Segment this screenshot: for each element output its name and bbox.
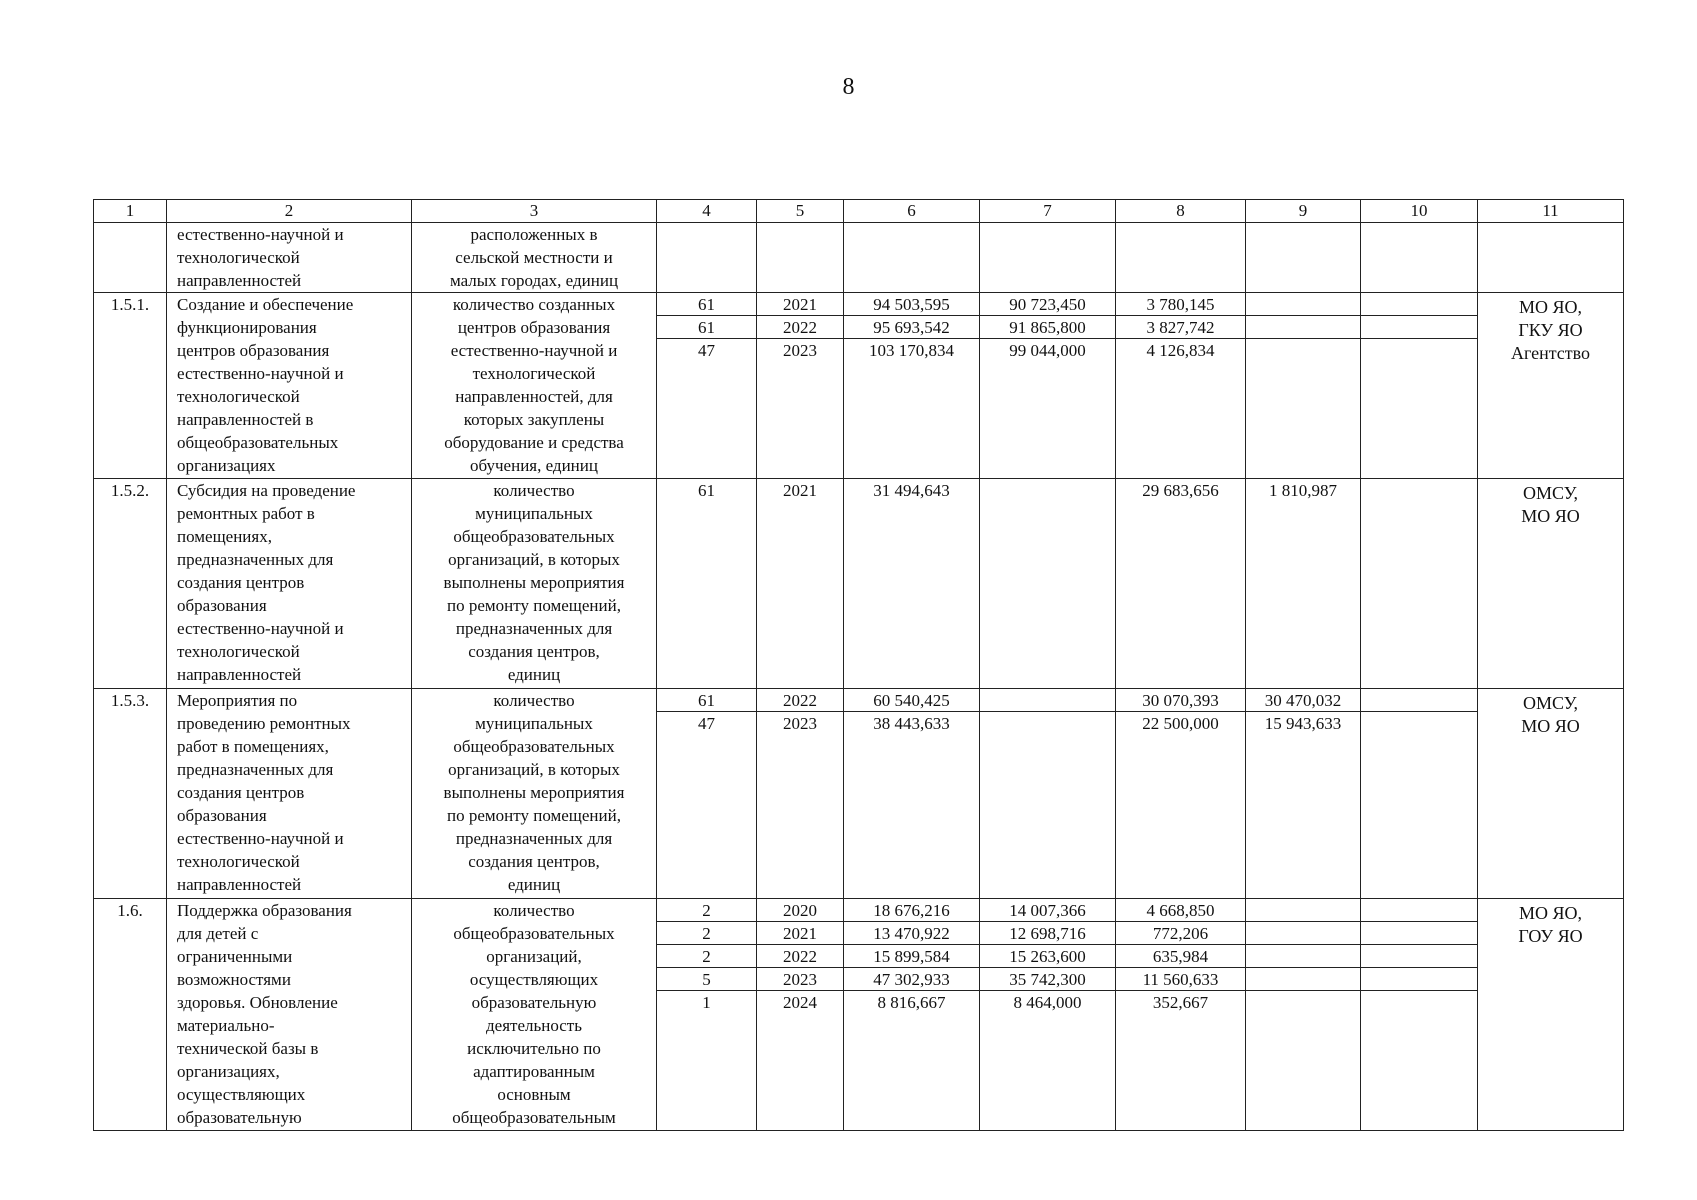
header-cell: 10 xyxy=(1361,200,1478,223)
value-reg: 29 683,656 xyxy=(1142,481,1219,500)
value-value: 47 xyxy=(698,714,715,733)
row-id: 1.6. xyxy=(117,901,143,920)
header-cell: 2 xyxy=(167,200,412,223)
col-10-cell xyxy=(1361,293,1478,479)
table-row xyxy=(94,223,1624,293)
activity-name-line: организациях xyxy=(177,456,276,475)
value-year: 2024 xyxy=(783,993,817,1012)
value-oth xyxy=(1361,922,1477,945)
value-total: 60 540,425 xyxy=(844,689,979,712)
value-reg: 3 827,742 xyxy=(1116,316,1245,339)
col-8-cell xyxy=(1116,293,1246,479)
value-value: 1 xyxy=(702,993,711,1012)
indicator-line: муниципальных xyxy=(475,504,593,523)
page-number: 8 xyxy=(842,74,855,100)
activity-name-line: центров образования xyxy=(177,341,330,360)
activity-name-line: Мероприятия по xyxy=(177,691,298,710)
indicator-line: малых городах, единиц xyxy=(449,271,619,290)
value-oth xyxy=(1361,479,1477,502)
indicator-line: направленностей, для xyxy=(455,387,613,406)
value-loc xyxy=(1246,922,1360,945)
indicator-line: по ремонту помещений, xyxy=(447,596,621,615)
responsible-cell xyxy=(1478,479,1624,689)
indicator-line: центров образования xyxy=(457,318,611,337)
activity-name-line: технической базы в xyxy=(177,1039,319,1058)
col-9-cell xyxy=(1246,293,1361,479)
col-9-cell xyxy=(1246,689,1361,899)
value-total: 95 693,542 xyxy=(844,316,979,339)
indicator-line: выполнены мероприятия xyxy=(443,783,625,802)
activity-name-line: материально- xyxy=(177,1016,275,1035)
activity-name-line: предназначенных для xyxy=(177,760,334,779)
value-fed: 12 698,716 xyxy=(980,922,1115,945)
activity-name-line: направленностей xyxy=(177,271,302,290)
col-10-cell xyxy=(1361,223,1478,293)
indicator-line: общеобразовательных xyxy=(453,924,615,943)
activity-name-line: технологической xyxy=(177,387,300,406)
row-id-cell xyxy=(94,689,167,899)
activity-name-line: образования xyxy=(177,806,267,825)
value-fed: 14 007,366 xyxy=(980,899,1115,922)
program-table-container xyxy=(93,199,1623,1131)
indicator-line: основным xyxy=(497,1085,571,1104)
activity-name-line: организациях, xyxy=(177,1062,280,1081)
activity-name-line: Создание и обеспечение xyxy=(177,295,354,314)
responsible-cell xyxy=(1478,899,1624,1131)
indicator-line: организаций, xyxy=(486,947,582,966)
activity-name-line: создания центров xyxy=(177,783,305,802)
indicator-line: организаций, в которых xyxy=(448,550,620,569)
value-total: 15 899,584 xyxy=(844,945,979,968)
indicator-line: технологической xyxy=(472,364,596,383)
indicator-line: образовательную xyxy=(471,993,597,1012)
header-cell: 5 xyxy=(757,200,844,223)
indicator-cell xyxy=(412,223,657,293)
activity-name-line: Субсидия на проведение xyxy=(177,481,356,500)
row-id: 1.5.2. xyxy=(110,481,150,500)
indicator-line: количество созданных xyxy=(452,295,616,314)
indicator-line: предназначенных для xyxy=(455,619,613,638)
value-loc: 1 810,987 xyxy=(1269,481,1337,500)
indicator-line: расположенных в xyxy=(470,225,598,244)
col-7-cell xyxy=(980,689,1116,899)
indicator-cell xyxy=(412,689,657,899)
value-reg: 3 780,145 xyxy=(1116,293,1245,316)
row-id: 1.5.3. xyxy=(110,691,150,710)
value-reg: 4 668,850 xyxy=(1116,899,1245,922)
header-cell: 9 xyxy=(1246,200,1361,223)
value-year: 2023 xyxy=(783,341,817,360)
activity-name-line: образования xyxy=(177,596,267,615)
activity-name-cell xyxy=(167,223,412,293)
col-8-cell xyxy=(1116,689,1246,899)
activity-name-line: технологической xyxy=(177,248,300,267)
activity-name-line: здоровья. Обновление xyxy=(177,993,338,1012)
header-row xyxy=(94,200,1624,223)
value-year: 2022 xyxy=(757,689,843,712)
value-reg: 772,206 xyxy=(1116,922,1245,945)
value-total: 47 302,933 xyxy=(844,968,979,991)
value-year: 2020 xyxy=(757,899,843,922)
indicator-line: общеобразовательных xyxy=(453,527,615,546)
table-row xyxy=(94,479,1624,689)
value-reg: 22 500,000 xyxy=(1142,714,1219,733)
value-year: 2022 xyxy=(757,945,843,968)
activity-name-line: проведению ремонтных xyxy=(177,714,351,733)
col-7-cell xyxy=(980,223,1116,293)
value-loc xyxy=(1246,316,1360,339)
col-6-cell xyxy=(844,899,980,1131)
activity-name-line: ограниченными xyxy=(177,947,293,966)
indicator-line: исключительно по xyxy=(467,1039,601,1058)
indicator-line: которых закуплены xyxy=(463,410,605,429)
indicator-line: общеобразовательных xyxy=(453,737,615,756)
value-total: 13 470,922 xyxy=(844,922,979,945)
activity-name-line: направленностей xyxy=(177,665,302,684)
value-year: 2021 xyxy=(783,481,817,500)
col-4-cell xyxy=(657,293,757,479)
value-value: 47 xyxy=(698,341,715,360)
header-cell: 6 xyxy=(844,200,980,223)
value-value: 2 xyxy=(657,899,756,922)
responsible-line: ГОУ ЯО xyxy=(1518,926,1583,946)
header-cell: 1 xyxy=(94,200,167,223)
value-value: 61 xyxy=(657,316,756,339)
value-loc xyxy=(1246,968,1360,991)
col-10-cell xyxy=(1361,479,1478,689)
activity-name-cell xyxy=(167,479,412,689)
value-fed xyxy=(980,712,1115,735)
col-10-cell xyxy=(1361,899,1478,1131)
col-5-cell xyxy=(757,689,844,899)
value-value: 2 xyxy=(657,945,756,968)
col-9-cell xyxy=(1246,479,1361,689)
header-cell: 7 xyxy=(980,200,1116,223)
activity-name-line: создания центров xyxy=(177,573,305,592)
activity-name-line: помещениях, xyxy=(177,527,272,546)
value-value: 61 xyxy=(698,481,715,500)
value-oth xyxy=(1361,991,1477,1014)
value-total: 8 816,667 xyxy=(877,993,946,1012)
value-fed xyxy=(980,479,1115,502)
indicator-line: организаций, в которых xyxy=(448,760,620,779)
col-5-cell xyxy=(757,223,844,293)
responsible-line: МО ЯО xyxy=(1521,716,1580,736)
value-fed: 91 865,800 xyxy=(980,316,1115,339)
responsible-line: ОМСУ, xyxy=(1522,483,1579,503)
indicator-line: естественно-научной и xyxy=(450,341,618,360)
col-4-cell xyxy=(657,479,757,689)
indicator-line: количество xyxy=(493,691,575,710)
value-total: 18 676,216 xyxy=(844,899,979,922)
value-year: 2023 xyxy=(783,714,817,733)
col-5-cell xyxy=(757,899,844,1131)
col-6-cell xyxy=(844,689,980,899)
row-id-cell xyxy=(94,293,167,479)
value-fed xyxy=(980,689,1115,712)
col-8-cell xyxy=(1116,223,1246,293)
activity-name-cell xyxy=(167,293,412,479)
col-6-cell xyxy=(844,223,980,293)
activity-name-line: естественно-научной и xyxy=(177,619,344,638)
indicator-line: деятельность xyxy=(486,1016,582,1035)
value-year: 2022 xyxy=(757,316,843,339)
responsible-line: МО ЯО xyxy=(1521,506,1580,526)
responsible-line: ГКУ ЯО xyxy=(1518,320,1583,340)
col-5-cell xyxy=(757,479,844,689)
responsible-cell xyxy=(1478,689,1624,899)
value-value: 2 xyxy=(657,922,756,945)
value-oth xyxy=(1361,316,1477,339)
value-fed: 90 723,450 xyxy=(980,293,1115,316)
value-loc xyxy=(1246,293,1360,316)
activity-name-line: возможностями xyxy=(177,970,291,989)
table-row xyxy=(94,899,1624,1131)
responsible-line: МО ЯО, xyxy=(1518,903,1582,923)
col-6-cell xyxy=(844,293,980,479)
activity-name-line: направленностей xyxy=(177,875,302,894)
activity-name-line: работ в помещениях, xyxy=(177,737,329,756)
value-reg: 4 126,834 xyxy=(1146,341,1215,360)
value-total: 38 443,633 xyxy=(873,714,950,733)
value-value: 61 xyxy=(657,689,756,712)
activity-name-line: осуществляющих xyxy=(177,1085,306,1104)
indicator-line: осуществляющих xyxy=(469,970,599,989)
value-loc xyxy=(1246,339,1360,362)
indicator-line: оборудование и средства xyxy=(444,433,624,452)
indicator-line: единиц xyxy=(507,875,561,894)
value-oth xyxy=(1361,293,1477,316)
indicator-line: обучения, единиц xyxy=(470,456,598,475)
activity-name-line: технологической xyxy=(177,642,300,661)
value-reg: 635,984 xyxy=(1116,945,1245,968)
value-year: 2021 xyxy=(757,293,843,316)
value-reg: 30 070,393 xyxy=(1116,689,1245,712)
table-row xyxy=(94,689,1624,899)
col-7-cell xyxy=(980,899,1116,1131)
col-4-cell xyxy=(657,223,757,293)
activity-name-cell xyxy=(167,899,412,1131)
indicator-line: единиц xyxy=(507,665,561,684)
value-loc xyxy=(1246,991,1360,1014)
value-fed: 8 464,000 xyxy=(1013,993,1082,1012)
responsible-line: Агентство xyxy=(1510,343,1591,363)
activity-name-line: образовательную xyxy=(177,1108,302,1127)
indicator-cell xyxy=(412,899,657,1131)
value-oth xyxy=(1361,689,1477,712)
indicator-line: создания центров, xyxy=(468,642,600,661)
col-7-cell xyxy=(980,479,1116,689)
value-loc: 15 943,633 xyxy=(1264,714,1342,733)
indicator-line: создания центров, xyxy=(468,852,600,871)
indicator-line: муниципальных xyxy=(475,714,593,733)
value-loc xyxy=(1246,945,1360,968)
indicator-line: предназначенных для xyxy=(455,829,613,848)
activity-name-line: ремонтных работ в xyxy=(177,504,315,523)
activity-name-cell xyxy=(167,689,412,899)
col-9-cell xyxy=(1246,899,1361,1131)
value-loc xyxy=(1246,899,1360,922)
activity-name-line: для детей с xyxy=(177,924,259,943)
header-cell: 3 xyxy=(412,200,657,223)
value-value: 61 xyxy=(657,293,756,316)
indicator-line: общеобразовательным xyxy=(452,1108,616,1127)
indicator-line: количество xyxy=(493,481,575,500)
col-6-cell xyxy=(844,479,980,689)
value-year: 2021 xyxy=(757,922,843,945)
row-id-cell xyxy=(94,223,167,293)
row-id-cell xyxy=(94,899,167,1131)
col-4-cell xyxy=(657,689,757,899)
activity-name-line: технологической xyxy=(177,852,300,871)
col-4-cell xyxy=(657,899,757,1131)
activity-name-line: общеобразовательных xyxy=(177,433,339,452)
responsible-cell xyxy=(1478,223,1624,293)
value-reg: 11 560,633 xyxy=(1116,968,1245,991)
activity-name-line: направленностей в xyxy=(177,410,314,429)
responsible-line: МО ЯО, xyxy=(1518,297,1582,317)
value-value: 5 xyxy=(657,968,756,991)
value-total: 103 170,834 xyxy=(869,341,954,360)
header-cell: 4 xyxy=(657,200,757,223)
value-reg: 352,667 xyxy=(1152,993,1209,1012)
col-8-cell xyxy=(1116,899,1246,1131)
activity-name-line: естественно-научной и xyxy=(177,829,344,848)
activity-name-line: естественно-научной и xyxy=(177,225,344,244)
col-9-cell xyxy=(1246,223,1361,293)
value-fed: 15 263,600 xyxy=(980,945,1115,968)
activity-name-line: предназначенных для xyxy=(177,550,334,569)
row-id-cell xyxy=(94,479,167,689)
indicator-line: количество xyxy=(493,901,575,920)
col-10-cell xyxy=(1361,689,1478,899)
value-year: 2023 xyxy=(757,968,843,991)
value-fed: 99 044,000 xyxy=(1009,341,1086,360)
activity-name-line: функционирования xyxy=(177,318,317,337)
col-7-cell xyxy=(980,293,1116,479)
value-total: 31 494,643 xyxy=(873,481,950,500)
value-oth xyxy=(1361,339,1477,362)
program-table xyxy=(93,199,1624,1131)
responsible-cell xyxy=(1478,293,1624,479)
indicator-line: сельской местности и xyxy=(455,248,613,267)
indicator-line: выполнены мероприятия xyxy=(443,573,625,592)
indicator-cell xyxy=(412,293,657,479)
header-cell: 11 xyxy=(1478,200,1624,223)
header-cell: 8 xyxy=(1116,200,1246,223)
col-5-cell xyxy=(757,293,844,479)
activity-name-line: естественно-научной и xyxy=(177,364,344,383)
value-total: 94 503,595 xyxy=(844,293,979,316)
value-oth xyxy=(1361,968,1477,991)
value-oth xyxy=(1361,945,1477,968)
value-oth xyxy=(1361,712,1477,735)
value-oth xyxy=(1361,899,1477,922)
indicator-line: адаптированным xyxy=(473,1062,595,1081)
row-id: 1.5.1. xyxy=(110,295,150,314)
activity-name-line: Поддержка образования xyxy=(177,901,352,920)
value-fed: 35 742,300 xyxy=(980,968,1115,991)
responsible-line: ОМСУ, xyxy=(1522,693,1579,713)
value-loc: 30 470,032 xyxy=(1246,689,1360,712)
indicator-cell xyxy=(412,479,657,689)
indicator-line: по ремонту помещений, xyxy=(447,806,621,825)
table-row xyxy=(94,293,1624,479)
col-8-cell xyxy=(1116,479,1246,689)
